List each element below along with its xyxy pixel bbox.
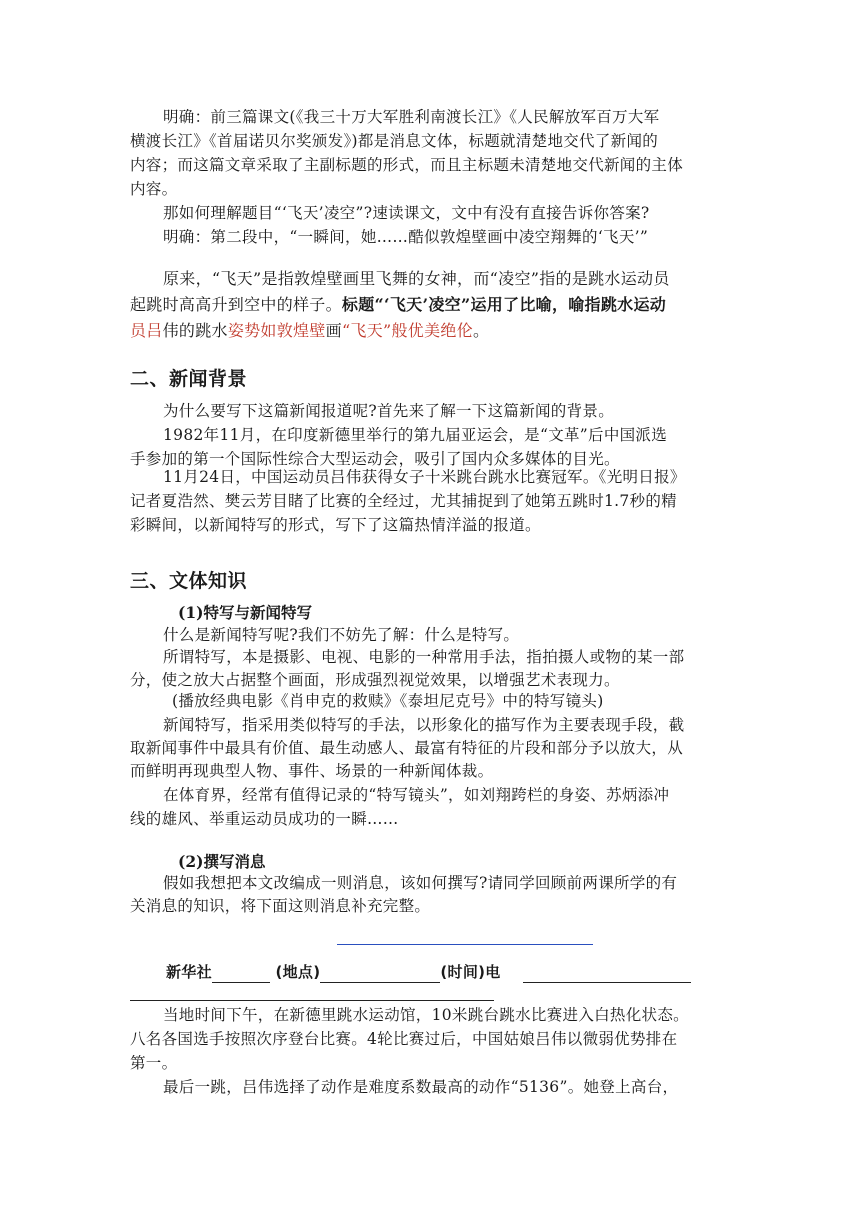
place-blank[interactable] — [320, 966, 440, 983]
intro-answer: 明确：第二段中，“一瞬间，她……酷似敦煌壁画中凌空翔舞的‘飞天’” — [163, 228, 649, 246]
feitian-line-3 — [130, 320, 489, 342]
subsection-2-heading: (2)撰写消息 — [178, 852, 266, 871]
news-line-2: 八名各国选手按照次序登台比赛。4轮比赛过后，中国姑娘吕伟以微弱优势排在 — [130, 1030, 678, 1048]
feature-line-4: (播放经典电影《肖申克的救赎》《泰坦尼克号》中的特写镜头) — [172, 692, 604, 710]
bg-line-4: 11月24日，中国运动员吕伟获得女子十米跳台跳水比赛冠军。《光明日报》 — [163, 468, 686, 486]
feitian-period: 。 — [473, 321, 490, 340]
feitian-plain-2: 画 — [325, 321, 342, 340]
feitian-line-2a: 起跳时高高升到空中的样子。 — [130, 295, 342, 314]
feitian-red-4: 般优美绝伦 — [391, 321, 474, 340]
bg-line-3: 手参加的第一个国际性综合大型运动会，吸引了国内众多媒体的目光。 — [130, 450, 620, 468]
news-line-1: 当地时间下午，在新德里跳水运动馆，10米跳台跳水比赛进入白热化状态。 — [163, 1006, 689, 1024]
feitian-plain-1: 伟的跳水 — [162, 321, 228, 340]
headline-blank[interactable] — [337, 944, 593, 945]
news-task-line-1: 假如我想把本文改编成一则消息，该如何撰写?请同学回顾前两课所学的有 — [163, 874, 678, 892]
feature-line-7: 而鲜明再现典型人物、事件、场景的一种新闻体裁。 — [130, 762, 494, 780]
intro-line-4: 内容。 — [130, 180, 178, 198]
section-2-heading: 二、新闻背景 — [130, 368, 248, 390]
news-line-4: 最后一跳，吕伟选择了动作是难度系数最高的动作“5136”。她登上高台， — [163, 1078, 679, 1096]
bg-line-1: 为什么要写下这篇新闻报道呢?首先来了解一下这篇新闻的背景。 — [163, 402, 615, 420]
intro-line-3: 内容；而这篇文章采取了主副标题的形式，而且主标题未清楚地交代新闻的主体 — [130, 156, 684, 174]
feature-line-8: 在体育界，经常有值得记录的“特写镜头”，如刘翔跨栏的身姿、苏炳添冲 — [163, 786, 670, 804]
dateline-place: (地点) — [275, 963, 321, 981]
dateline-agency: 新华社 — [166, 963, 212, 981]
feature-line-1: 什么是新闻特写呢?我们不妨先了解：什么是特写。 — [163, 626, 520, 644]
agency-date-blank[interactable] — [212, 966, 270, 983]
intro-line-1: 明确：前三篇课文(《我三十万大军胜利南渡长江》《人民解放军百万大军 — [163, 108, 660, 126]
news-line-3: 第一。 — [130, 1054, 178, 1072]
subsection-1-heading: (1)特写与新闻特写 — [178, 603, 312, 622]
intro-question: 那如何理解题目“‘飞天’凌空”?速读课文，文中有没有直接告诉你答案? — [163, 204, 650, 222]
feature-line-3: 分，使之放大占据整个画面，形成强烈视觉效果，以增强艺术表现力。 — [130, 671, 620, 689]
news-task-line-2: 关消息的知识，将下面这则消息补充完整。 — [130, 897, 431, 915]
feitian-red-3: “飞天” — [341, 321, 392, 340]
feitian-red-2: 姿势如敦煌壁 — [227, 321, 326, 340]
feitian-line-2b: 标题“‘飞天’凌空”运用了比喻，喻指跳水运动 — [341, 295, 667, 314]
feature-line-9: 线的雄风、举重运动员成功的一瞬…… — [130, 810, 399, 828]
lead-blank[interactable] — [130, 1000, 494, 1001]
feature-line-5: 新闻特写，指采用类似特写的手法，以形象化的描写作为主要表现手段，截 — [163, 716, 685, 734]
dateline-time: (时间)电 — [440, 963, 501, 981]
dateline-row — [166, 961, 691, 983]
bg-line-6: 彩瞬间，以新闻特写的形式，写下了这篇热情洋溢的报道。 — [130, 516, 541, 534]
bg-line-2: 1982年11月，在印度新德里举行的第九届亚运会，是“文革”后中国派选 — [163, 426, 668, 444]
intro-line-2: 横渡长江》《首届诺贝尔奖颁发》)都是消息文体，标题就清楚地交代了新闻的 — [130, 132, 659, 150]
feature-line-2: 所谓特写，本是摄影、电视、电影的一种常用手法，指拍摄人或物的某一部 — [163, 648, 685, 666]
time-blank[interactable] — [523, 966, 691, 983]
section-3-heading: 三、文体知识 — [130, 570, 248, 592]
bg-line-5: 记者夏浩然、樊云芳目睹了比赛的全经过，尤其捕捉到了她第五跳时1.7秒的精 — [130, 492, 677, 510]
feature-line-6: 取新闻事件中最具有价值、最生动感人、最富有特征的片段和部分予以放大，从 — [130, 739, 684, 757]
feitian-line-2 — [130, 294, 666, 316]
feitian-line-1: 原来，“飞天”是指敦煌壁画里飞舞的女神，而“凌空”指的是跳水运动员 — [163, 269, 670, 288]
feitian-red-1: 员吕 — [130, 321, 163, 340]
